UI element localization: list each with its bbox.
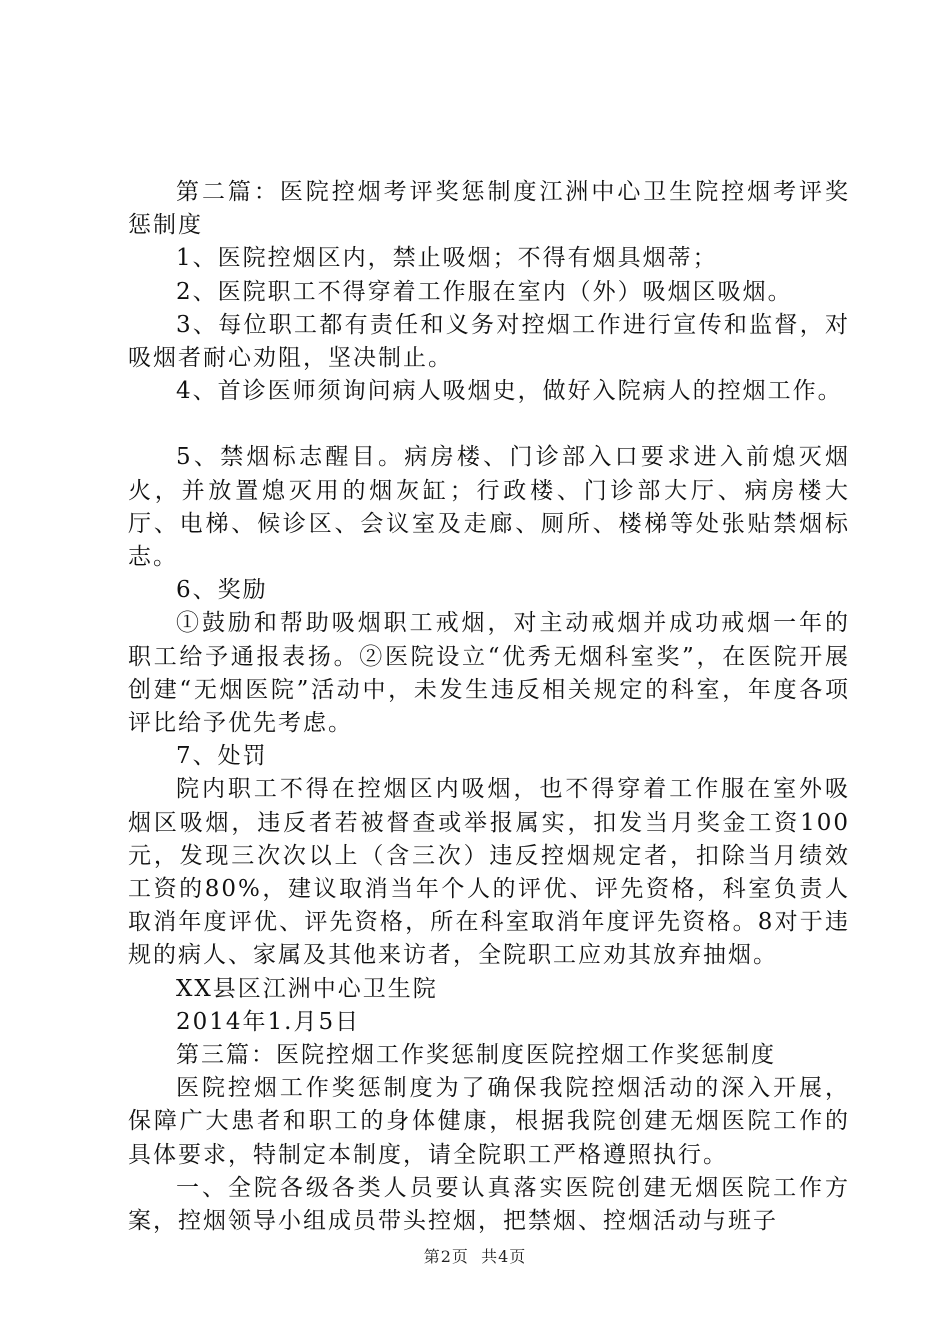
rule-item-4: 4、首诊医师须询问病人吸烟史，做好入院病人的控烟工作。 (176, 378, 843, 405)
reward-heading: 6、奖励 (176, 577, 268, 604)
rule-item-5: 5、禁烟标志醒目。病房楼、门诊部入口要求进入前熄灭烟火，并放置熄灭用的烟灰缸；行政楼、门诊部大厅、病房楼大厅、电梯、候诊区、会议室及走廊、厕所、楼梯等处张贴禁烟标志。 (128, 444, 850, 571)
section-3-item-1: 一、全院各级各类人员要认真落实医院创建无烟医院工作方案，控烟领导小组成员带头控烟，把禁烟、控烟活动与班子 (128, 1174, 850, 1235)
page-footer (0, 1244, 950, 1267)
penalty-text: 院内职工不得在控烟区内吸烟，也不得穿着工作服在室外吸烟区吸烟，违反者若被督查或举报属实，扣发当月奖金工资100元，发现三次次以上（含三次）违反控烟规定者，扣除当月绩效工资的80%，建议取消当年个人的评优、评先资格，科室负责人取消年度评优、评先资格，所在科室取消年度评先资格。8对于违规的病人、家属及其他来访者，全院职工应劝其放弃抽烟。 (128, 776, 850, 969)
section-heading-2: 第二篇：医院控烟考评奖惩制度江洲中心卫生院控烟考评奖惩制度 (128, 179, 850, 239)
signature-organization: XX县区江洲中心卫生院 (176, 975, 438, 1002)
reward-text: ①鼓励和帮助吸烟职工戒烟，对主动戒烟并成功戒烟一年的职工给予通报表扬。②医院设立“优秀无烟科室奖”，在医院开展创建“无烟医院”活动中，未发生违反相关规定的科室，年度各项评比给予优先考虑。 (128, 610, 850, 737)
section-heading-3: 第三篇：医院控烟工作奖惩制度医院控烟工作奖惩制度 (176, 1042, 776, 1069)
rule-item-1: 1、医院控烟区内，禁止吸烟；不得有烟具烟蒂； (176, 245, 718, 272)
section-3-intro: 医院控烟工作奖惩制度为了确保我院控烟活动的深入开展，保障广大患者和职工的身体健康，根据我院创建无烟医院工作的具体要求，特制定本制度，请全院职工严格遵照执行。 (128, 1075, 850, 1168)
signature-date: 2014年1.月5日 (176, 1008, 361, 1035)
rule-item-3: 3、每位职工都有责任和义务对控烟工作进行宣传和监督，对吸烟者耐心劝阻，坚决制止。 (128, 311, 850, 372)
penalty-heading: 7、处罚 (176, 743, 268, 770)
document-body (128, 176, 850, 1238)
rule-item-2: 2、医院职工不得穿着工作服在室内（外）吸烟区吸烟。 (176, 278, 793, 305)
page-total: 共4页 (481, 1247, 527, 1266)
page-number: 第2页 (423, 1247, 469, 1266)
